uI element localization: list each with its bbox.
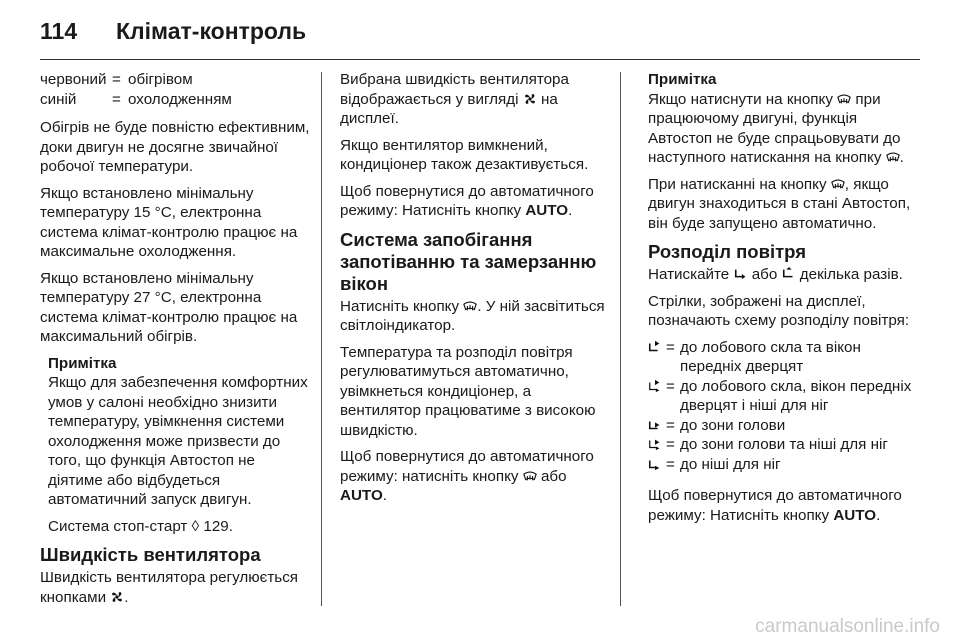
legend-eq: = — [666, 436, 675, 453]
paragraph: Якщо вентилятор вимкнений, кондиціонер також дезактивується. — [340, 136, 589, 173]
legend-key-blue: синій — [40, 90, 77, 108]
paragraph: Вибрана швидкість вентилятора відображається у вигляді — [340, 71, 569, 108]
airflow-windscreen-feet-icon — [648, 379, 662, 393]
legend-eq: = — [666, 377, 675, 395]
list-item — [648, 377, 923, 416]
paragraph: Швидкість вентилятора регулюється кнопками — [40, 569, 299, 606]
legend-eq: = — [666, 338, 675, 356]
note-title: Примітка — [48, 354, 117, 372]
airflow-description: до ніші для ніг — [680, 455, 781, 473]
section-heading-air-distribution: Розподіл повітря — [648, 241, 807, 262]
legend-val-red: обігрівом — [128, 71, 193, 88]
paragraph: Температура та розподіл повітря регулюватимуться автоматично, увімкнеться кондиціонер, а вентилятор працюватиме з високою швидкістю. — [340, 343, 596, 439]
list-item — [648, 416, 923, 436]
section-heading-fan-speed: Швидкість вентилятора — [40, 544, 261, 565]
airflow-description: до зони голови та ніші для ніг — [680, 436, 888, 453]
auto-button-label: AUTO — [833, 506, 877, 524]
legend-eq: = — [112, 90, 121, 108]
header-rule — [40, 59, 920, 60]
list-item — [648, 435, 923, 455]
paragraph: Щоб повернутися до автоматичного режиму: натисніть кнопку — [340, 448, 594, 485]
airflow-description: до лобового скла та вікон передніх дверцят — [680, 338, 861, 375]
color-legend — [40, 70, 312, 109]
airflow-windscreen-icon — [648, 340, 662, 354]
note-text: Якщо натиснути на кнопку — [648, 90, 833, 108]
airflow-description: до зони голови — [680, 416, 786, 434]
defrost-icon — [831, 177, 845, 191]
note-text: , якщо двигун знаходиться в стані Автостоп, він буде запущено автоматично. — [648, 175, 911, 232]
defrost-icon — [463, 299, 477, 313]
reference-arrow-icon: ◊ — [191, 517, 200, 535]
list-item — [648, 338, 923, 377]
note-text: При натисканні на кнопку — [648, 175, 827, 193]
airflow-head-icon — [648, 418, 662, 432]
paragraph: Стрілки, зображені на дисплеї, позначають схему розподілу повітря: — [648, 292, 910, 329]
section-heading-defog: Система запобігання запотіванню та замерзанню вікон — [340, 228, 597, 294]
paragraph: Щоб повернутися до автоматичного режиму: Натисніть кнопку — [340, 182, 594, 219]
fan-icon — [110, 590, 124, 604]
airflow-head-feet-icon — [648, 437, 662, 451]
airflow-up-button-icon — [782, 267, 796, 281]
cross-reference: Система стоп-старт — [48, 517, 188, 535]
paragraph: Натискайте — [648, 266, 730, 283]
page-header — [40, 18, 306, 45]
auto-button-label: AUTO — [525, 202, 569, 219]
legend-key-red: червоний — [40, 71, 107, 88]
note-text: Якщо для забезпечення комфортних умов у салоні необхідно знизити температуру, увімкнення системи охолодження може призвести до того, що функція Автостоп не діятиме або відбудеться автоматичний запуск двигун. — [48, 374, 308, 508]
paragraph: Якщо встановлено мінімальну температуру 27 °C, електронна система клімат-контролю працює на максимальний обігрів. — [40, 269, 298, 345]
paragraph: або — [751, 266, 778, 283]
column-divider-2 — [620, 72, 621, 606]
list-item — [648, 455, 923, 475]
note-box: Примітка Якщо натиснути на кнопку при працюючому двигуні, функція Автостоп не буде спрацьовувати до наступного натискання на кнопку . При натисканні на кнопку , якщо двигун знаходиться в стані Автостоп, він буде запущено автоматично. — [648, 70, 923, 233]
column-1: червоний = обігрівом синій = охолодженням Обігрів не буде повністю ефективним, доки двигун не досягне звичайної робочої температури. Якщо встановлено мінімальну температуру 15 °C, електронна система клімат-контролю працює на максимальне охолодження. Якщо встановлено мінімальну температуру 27 °C, електронна система клімат-контролю працює на максимальний обігрів. Примітка Якщо для забезпечення комфортних умов у салоні необхідно знизити температуру, увімкнення системи охолодження може призвести до того, що функція Автостоп не діятиме або відбудеться автоматичний запуск двигун. Система стоп-старт ◊ 129. Швидкість вентилятора Швидкість вентилятора регулюється кнопками . — [40, 70, 312, 614]
paragraph: або — [540, 467, 567, 485]
page-number: 114 — [40, 18, 78, 44]
airflow-description: до лобового скла, вікон передніх дверцят і ніші для ніг — [680, 377, 912, 414]
column-divider-1 — [321, 72, 322, 606]
legend-eq: = — [666, 455, 675, 473]
airflow-feet-icon — [648, 457, 662, 471]
defrost-icon — [837, 92, 851, 106]
legend-eq: = — [112, 71, 121, 88]
paragraph: на дисплеї. — [340, 90, 558, 127]
note-text: при працюючому двигуні, функція Автостоп не буде спрацьовувати до наступного натискання на кнопку — [648, 90, 901, 166]
airflow-legend — [648, 338, 923, 475]
paragraph: Якщо встановлено мінімальну температуру 15 °C, електронна система клімат-контролю працює на максимальне охолодження. — [40, 184, 298, 260]
note-box — [48, 354, 312, 537]
legend-val-blue: охолодженням — [128, 90, 232, 108]
fan-icon — [523, 92, 537, 106]
watermark: carmanualsonline.info — [755, 616, 940, 637]
auto-button-label: AUTO — [340, 487, 383, 504]
page-title: Клімат-контроль — [116, 18, 307, 44]
legend-eq: = — [666, 416, 675, 434]
note-title: Примітка — [648, 71, 717, 88]
defrost-icon — [886, 150, 900, 164]
airflow-down-button-icon — [734, 267, 748, 281]
column-2: Вибрана швидкість вентилятора відображається у вигляді на дисплеї. Якщо вентилятор вимкнений, кондиціонер також дезактивується. Щоб повернутися до автоматичного режиму: Натисніть кнопку AUTO. Система запобігання запотіванню та замерзанню вікон Натисніть кнопку . У ній засвітиться світлоіндикатор. Температура та розподіл повітря регулюватимуться автоматично, увімкнеться кондиціонер, а вентилятор працюватиме з високою швидкістю. Щоб повернутися до автоматичного режиму: натисніть кнопку або AUTO. — [340, 70, 608, 513]
column-3: Примітка Якщо натиснути на кнопку при працюючому двигуні, функція Автостоп не буде спрацьовувати до наступного натискання на кнопку . При натисканні на кнопку , якщо двигун знаходиться в стані Автостоп, він буде запущено автоматично. Розподіл повітря Натискайте або декілька разів. Стрілки, зображені на дисплеї, позначають схему розподілу повітря: = до лобового скла та вікон передніх дверцят = до лобового скла, вікон передніх дверцят і ніші для ніг = до зони голови = до зони голови та ніші для ніг = до ніші для ніг Щоб повернутися до автоматичного режиму: Натисніть кнопку AUTO. — [648, 70, 923, 532]
reference-page-link[interactable]: 129. — [203, 517, 233, 535]
paragraph: . У ній засвітиться світлоіндикатор. — [340, 297, 605, 334]
paragraph: Обігрів не буде повністю ефективним, доки двигун не досягне звичайної робочої температури. — [40, 119, 310, 175]
paragraph: Натисніть кнопку — [340, 297, 460, 315]
paragraph: Щоб повернутися до автоматичного режиму: Натисніть кнопку — [648, 487, 902, 524]
paragraph: декілька разів. — [799, 266, 903, 283]
defrost-icon — [523, 469, 537, 483]
